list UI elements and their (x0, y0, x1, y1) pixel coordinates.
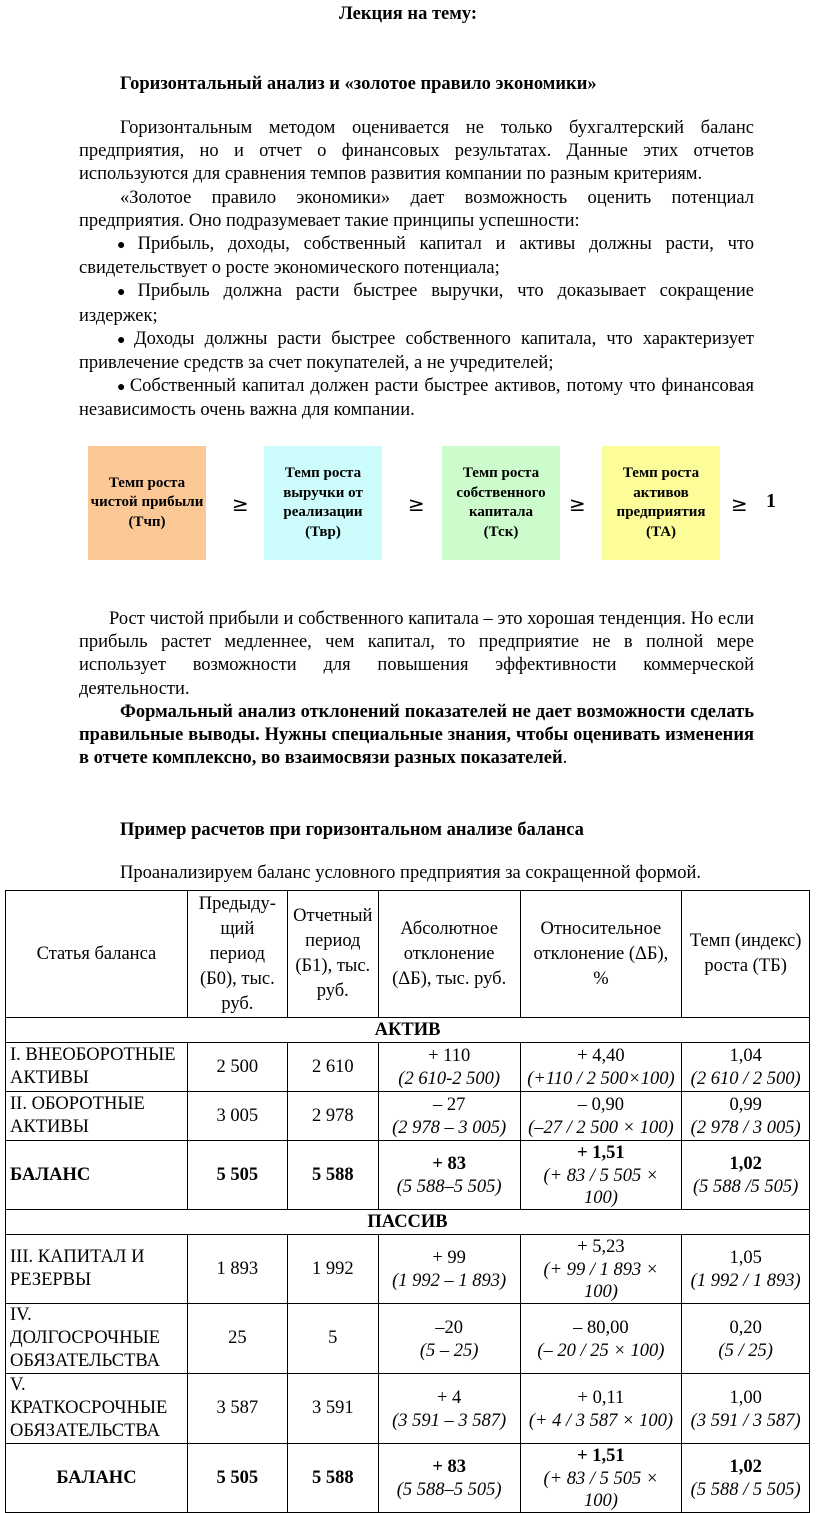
prev-value: 3 587 (187, 1374, 287, 1444)
idx-cell (682, 1444, 810, 1513)
idx-formula: (1 992 / 1 893) (690, 1271, 801, 1291)
idx-value: 0,20 (729, 1317, 762, 1338)
table-row (6, 1374, 810, 1444)
prev-value: 5 505 (187, 1444, 287, 1513)
idx-value: 1,02 (729, 1154, 762, 1174)
intro-text (79, 117, 754, 423)
curr-value: 5 588 (287, 1444, 378, 1513)
idx-cell (682, 1141, 810, 1210)
idx-formula: (2 978 / 3 005) (690, 1118, 801, 1138)
table-row (6, 1092, 810, 1141)
curr-value: 2 610 (287, 1043, 378, 1092)
prev-value: 2 500 (187, 1043, 287, 1092)
section-row (6, 1018, 810, 1043)
abs-cell (378, 1304, 520, 1374)
bold-paragraph: Формальный анализ отклонений показателей не дает возможности сделать правильные выводы. Нужны специальные знания, чтобы оценивать изменения в отчете комплексно, во взаимосвязи разных показателей. (79, 701, 754, 769)
idx-cell (682, 1374, 810, 1444)
prev-value: 3 005 (187, 1092, 287, 1141)
table-row (6, 1141, 810, 1210)
bullet-item: ● Доходы должны расти быстрее собственного капитала, что характеризует привлечение средств за счет покупателей, а не учредителей; (79, 328, 754, 374)
idx-formula: (5 / 25) (718, 1340, 773, 1361)
row-name: I. ВНЕОБОРОТНЫЕ АКТИВЫ (6, 1043, 188, 1092)
idx-formula: (3 591 / 3 587) (690, 1410, 801, 1431)
paragraph: Рост чистой прибыли и собственного капитала – это хорошая тенденция. Но если прибыль растет медленнее, чем капитал, то предприятие не в полной мере использует возможности для повышения эффективности коммерческой деятельности. (79, 609, 754, 699)
col-header: Предыду-щий период (Б0), тыс. руб. (187, 891, 287, 1018)
bullet-item: ● Прибыль должна расти быстрее выручки, что доказывает сокращение издержек; (79, 281, 754, 326)
rel-value: + 4,40 (577, 1046, 625, 1066)
idx-cell (682, 1304, 810, 1374)
rel-value: + 1,51 (577, 1143, 625, 1163)
bullet-icon: ● (117, 380, 127, 396)
col-header: Отчетный период (Б1), тыс. руб. (287, 891, 378, 1018)
table-body (6, 1018, 810, 1513)
gte-sign: ≥ (232, 492, 249, 516)
bullet-icon: ● (117, 238, 135, 254)
conclusion-text (79, 608, 754, 770)
revenue-growth-box: Темп роста выручки от реализации (Твр) (264, 446, 382, 560)
rel-formula: (+ 83 / 5 505 × 100) (543, 1166, 659, 1208)
gte-sign: ≥ (408, 492, 425, 516)
gte-sign: ≥ (731, 492, 748, 516)
row-name: V. КРАТКОСРОЧНЫЕ ОБЯЗАТЕЛЬСТВА (6, 1374, 188, 1444)
abs-value: – 27 (432, 1095, 466, 1115)
rel-value: – 0,90 (577, 1095, 625, 1115)
idx-value: 1,02 (729, 1457, 762, 1477)
paragraph: Горизонтальным методом оценивается не только бухгалтерский баланс предприятия, но и отчет о финансовых результатах. Данные этих отчетов используются для сравнения темпов развития компании по разным критериям. (79, 118, 754, 185)
abs-value: + 99 (432, 1248, 466, 1268)
col-header: Темп (индекс) роста (ТБ) (682, 891, 810, 1018)
section-label: ПАССИВ (6, 1210, 810, 1235)
rel-cell (520, 1092, 682, 1141)
abs-cell (378, 1374, 520, 1444)
prev-value: 25 (187, 1304, 287, 1374)
col-header: Относительное отклонение (ΔБ), % (520, 891, 682, 1018)
bullet-item: ● Собственный капитал должен расти быстрее активов, потому что финансовая независимость очень важна для компании. (79, 376, 754, 421)
bullet-item: ● Прибыль, доходы, собственный капитал и активы должны расти, что свидетельствует о росте экономического потенциала; (79, 234, 754, 279)
rel-cell (520, 1374, 682, 1444)
abs-value: + 83 (432, 1457, 466, 1477)
row-name: III. КАПИТАЛ И РЕЗЕРВЫ (6, 1235, 188, 1304)
lecture-heading: Горизонтальный анализ и «золотое правило экономики» (120, 74, 597, 94)
gte-sign: ≥ (569, 492, 586, 516)
col-header: Статья баланса (6, 891, 188, 1018)
rel-formula: (+ 99 / 1 893 × 100) (543, 1260, 659, 1302)
idx-value: 1,05 (729, 1248, 762, 1268)
rel-formula: (–27 / 2 500 × 100) (528, 1118, 674, 1138)
abs-cell (378, 1444, 520, 1513)
rel-cell (520, 1235, 682, 1304)
rel-cell (520, 1043, 682, 1092)
prev-value: 5 505 (187, 1141, 287, 1210)
curr-value: 5 588 (287, 1141, 378, 1210)
abs-cell (378, 1141, 520, 1210)
equity-growth-box: Темп роста собственного капитала (Тск) (442, 446, 560, 560)
rel-formula: (+110 / 2 500×100) (527, 1069, 675, 1089)
bullet-icon: ● (117, 332, 131, 348)
rel-value: – 80,00 (573, 1317, 629, 1338)
abs-cell (378, 1043, 520, 1092)
table-row (6, 1235, 810, 1304)
rel-cell (520, 1141, 682, 1210)
abs-formula: (2 978 – 3 005) (392, 1118, 507, 1138)
idx-cell (682, 1043, 810, 1092)
example-heading: Пример расчетов при горизонтальном анализе баланса (120, 820, 584, 840)
idx-value: 0,99 (729, 1095, 762, 1115)
idx-value: 1,00 (729, 1387, 762, 1408)
rel-cell (520, 1304, 682, 1374)
table-row (6, 1304, 810, 1374)
abs-formula: (1 992 – 1 893) (392, 1271, 507, 1291)
row-name: БАЛАНС (6, 1444, 188, 1513)
balance-table (5, 890, 810, 1513)
table-row (6, 1043, 810, 1092)
prev-value: 1 893 (187, 1235, 287, 1304)
abs-value: + 110 (428, 1046, 471, 1066)
rel-cell (520, 1444, 682, 1513)
bullet-icon: ● (117, 285, 135, 301)
abs-formula: (5 588–5 505) (396, 1480, 502, 1500)
col-header: Абсолютное отклонение (ΔБ), тыс. руб. (378, 891, 520, 1018)
example-intro: Проанализируем баланс условного предприятия за сокращенной формой. (120, 863, 702, 883)
abs-formula: (3 591 – 3 587) (392, 1410, 507, 1431)
idx-formula: (2 610 / 2 500) (690, 1069, 801, 1089)
assets-growth-box: Темп роста активов предприятия (ТА) (602, 446, 720, 560)
abs-value: + 4 (436, 1387, 462, 1408)
table-row (6, 1444, 810, 1513)
abs-cell (378, 1092, 520, 1141)
idx-formula: (5 588 /5 505) (692, 1177, 799, 1197)
row-name: БАЛАНС (6, 1141, 188, 1210)
rel-value: + 1,51 (577, 1446, 625, 1466)
row-name: IV. ДОЛГОСРОЧНЫЕ ОБЯЗАТЕЛЬСТВА (6, 1304, 188, 1374)
section-row (6, 1210, 810, 1235)
rel-formula: (+ 83 / 5 505 × 100) (543, 1469, 659, 1511)
idx-cell (682, 1092, 810, 1141)
row-name: II. ОБОРОТНЫЕ АКТИВЫ (6, 1092, 188, 1141)
idx-formula: (5 588 / 5 505) (690, 1480, 801, 1500)
paragraph: «Золотое правило экономики» дает возможность оценить потенциал предприятия. Оно подразумевает такие принципы успешности: (79, 187, 754, 231)
abs-value: –20 (435, 1317, 464, 1338)
curr-value: 2 978 (287, 1092, 378, 1141)
section-label: АКТИВ (6, 1018, 810, 1043)
abs-cell (378, 1235, 520, 1304)
table-header-row (6, 891, 810, 1018)
rel-formula: (– 20 / 25 × 100) (537, 1340, 665, 1361)
net-profit-growth-box: Темп роста чистой прибыли (Тчп) (88, 446, 206, 560)
curr-value: 3 591 (287, 1374, 378, 1444)
rel-formula: (+ 4 / 3 587 × 100) (528, 1410, 674, 1431)
rel-value: + 5,23 (577, 1237, 625, 1257)
curr-value: 5 (287, 1304, 378, 1374)
document-title: Лекция на тему: (338, 4, 478, 24)
rel-value: + 0,11 (577, 1387, 625, 1408)
golden-rule-diagram (0, 446, 816, 564)
idx-value: 1,04 (729, 1046, 762, 1066)
abs-formula: (5 – 25) (419, 1340, 479, 1361)
curr-value: 1 992 (287, 1235, 378, 1304)
abs-formula: (2 610-2 500) (398, 1069, 501, 1089)
end-value: 1 (766, 490, 776, 512)
idx-cell (682, 1235, 810, 1304)
abs-value: + 83 (432, 1154, 466, 1174)
abs-formula: (5 588–5 505) (396, 1177, 502, 1197)
